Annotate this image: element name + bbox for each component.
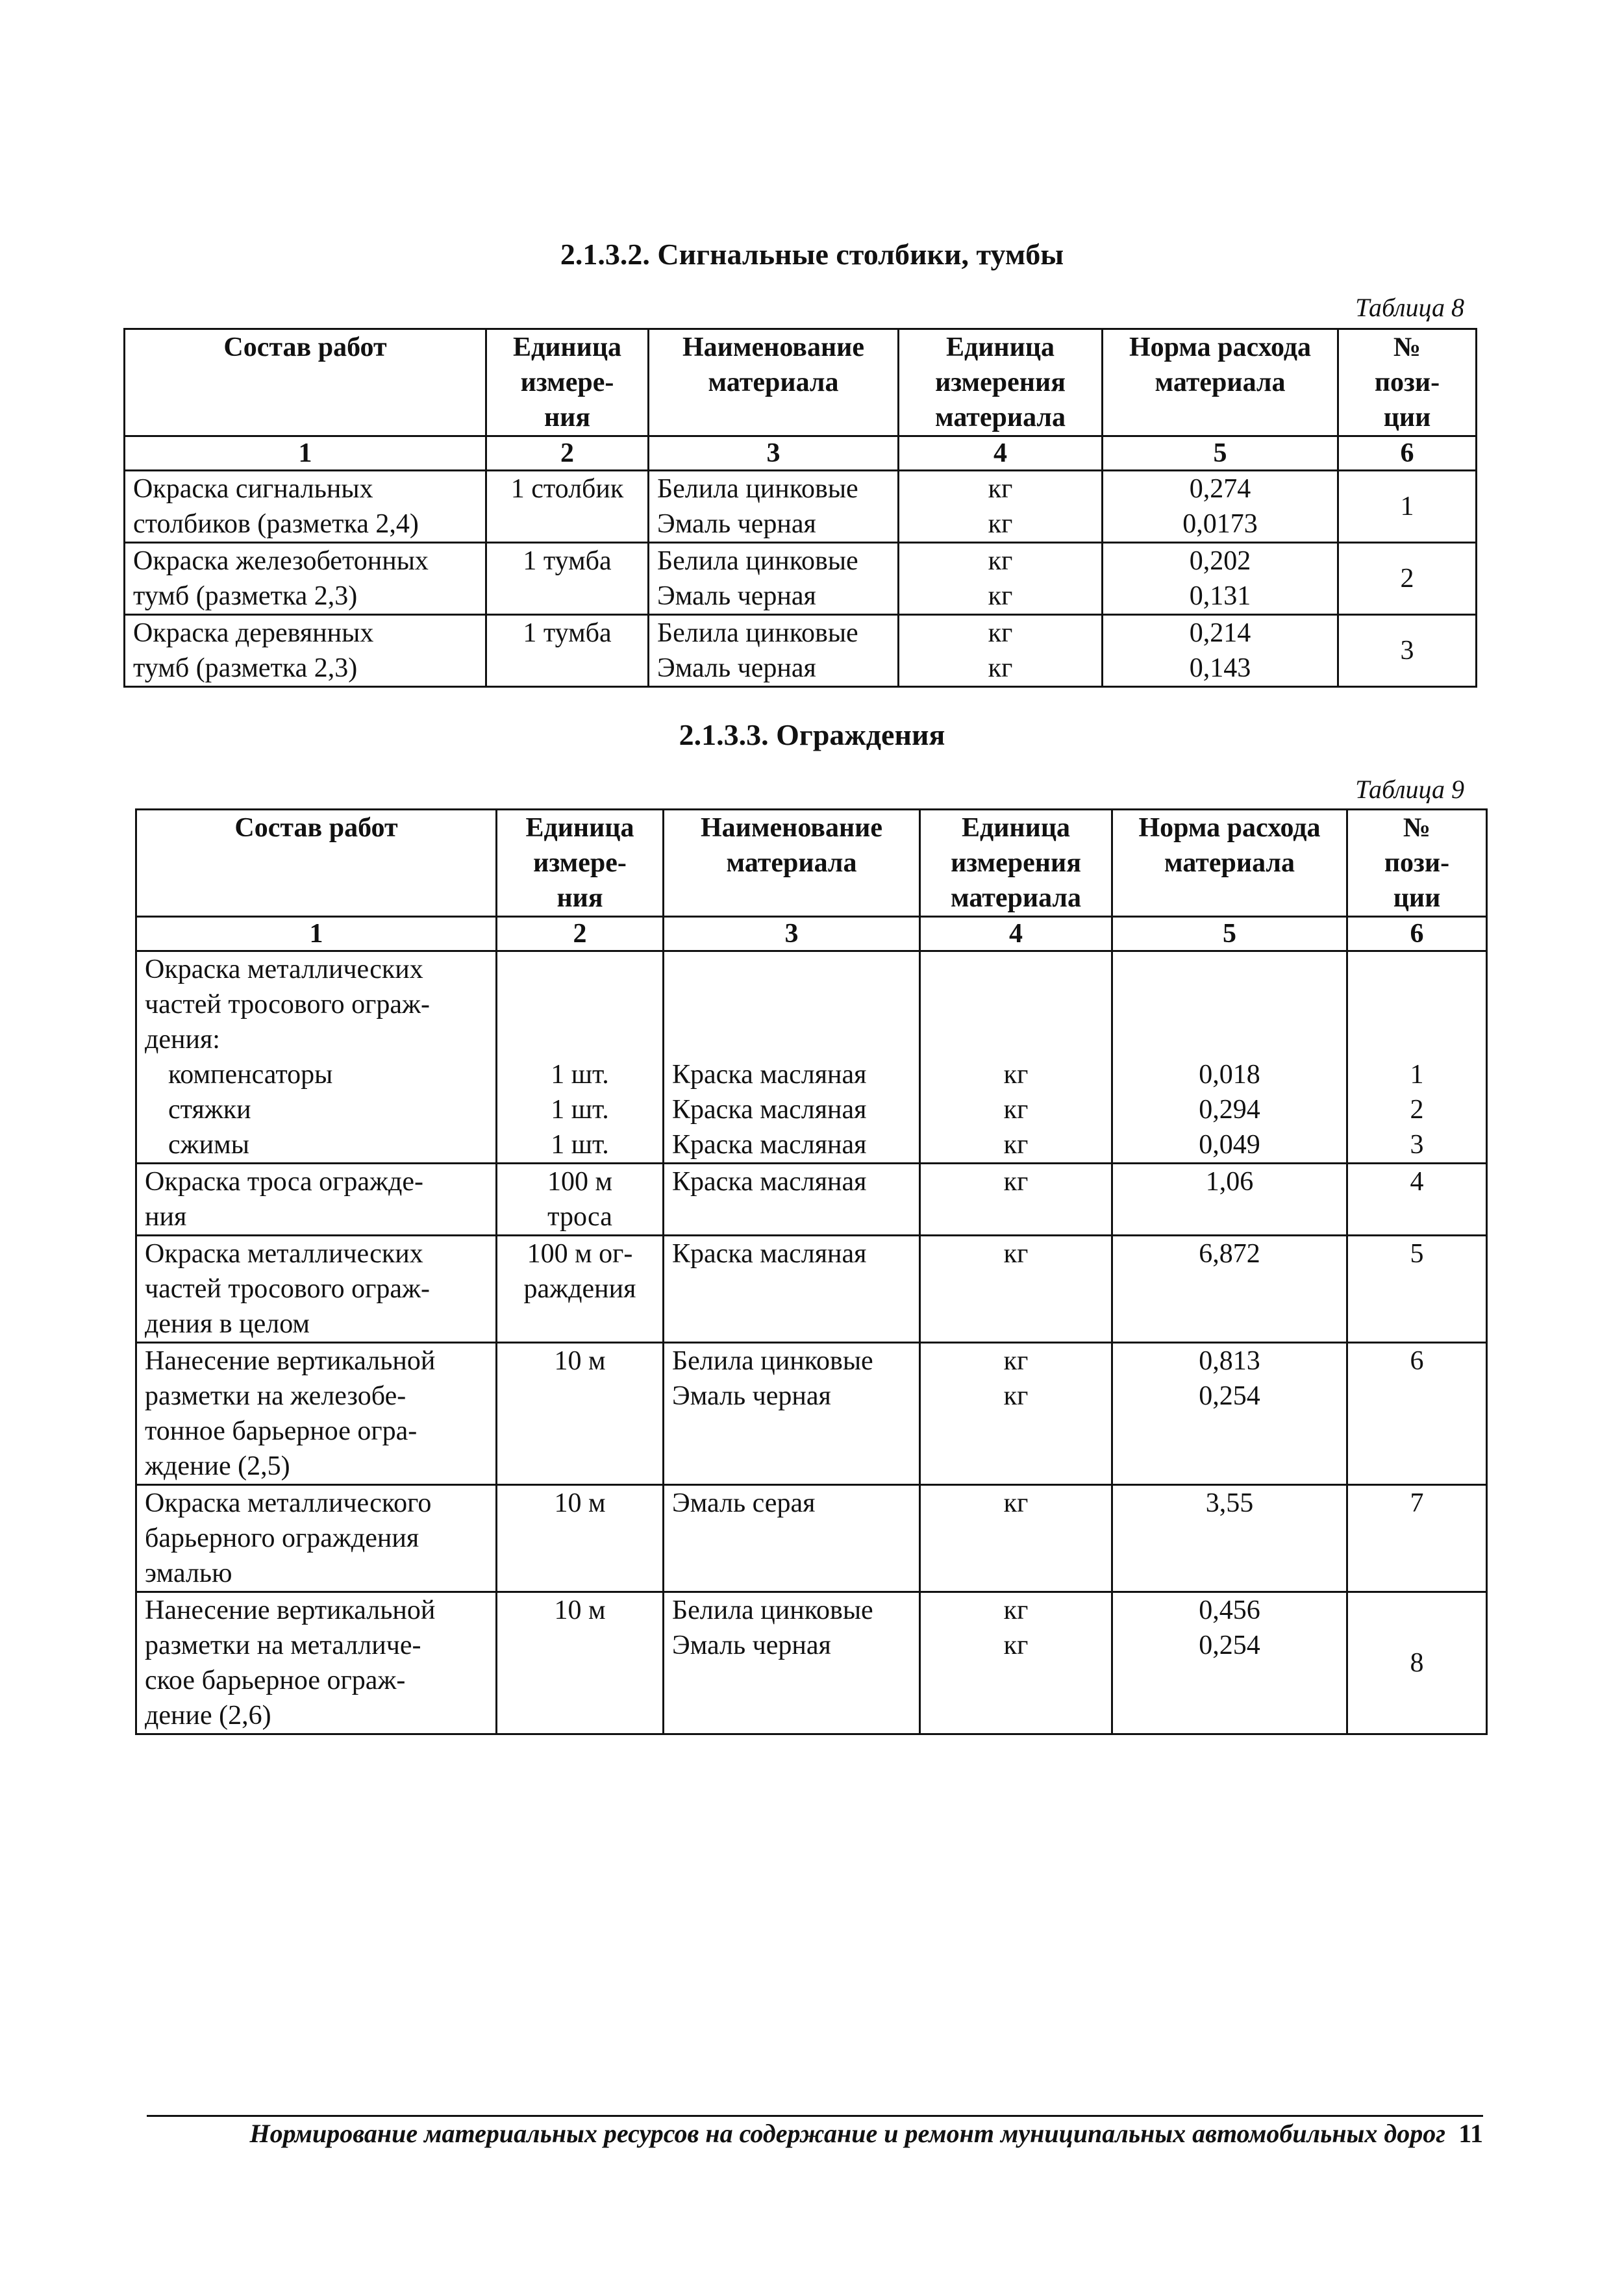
work-cell: Окраска троса огражде- ния [136,1164,497,1236]
col-number: 2 [486,436,649,471]
col-number: 4 [899,436,1103,471]
table-9 [135,808,1488,1735]
table-row [136,1236,1487,1343]
col-number: 3 [649,436,899,471]
position-cell: 6 [1347,1343,1487,1485]
work-cell: Окраска деревянных тумб (разметка 2,3) [125,615,486,687]
header-material-unit: Единица измерения материала [899,329,1103,436]
table-row [136,1592,1487,1734]
material-cell: Краска масляная Краска масляная Краска масляная [664,951,920,1164]
material-unit-cell: кг [920,1236,1112,1343]
work-cell: Окраска металлического барьерного ограждения эмалью [136,1485,497,1592]
material-cell: Белила цинковые Эмаль черная [649,471,899,543]
unit-cell: 1 тумба [486,543,649,615]
unit-cell: 10 м [497,1343,664,1485]
table-row [125,471,1477,543]
col-number: 5 [1103,436,1338,471]
position-cell: 4 [1347,1164,1487,1236]
norm-cell: 0,214 0,143 [1103,615,1338,687]
header-material: Наименование материала [649,329,899,436]
unit-cell: 1 шт. 1 шт. 1 шт. [497,951,664,1164]
header-position: № пози- ции [1338,329,1477,436]
material-unit-cell: кг [920,1485,1112,1592]
material-cell: Белила цинковые Эмаль черная [664,1343,920,1485]
unit-cell: 100 м троса [497,1164,664,1236]
material-unit-cell: кг кг кг [920,951,1112,1164]
table-row [125,615,1477,687]
page-number: 11 [1458,2119,1483,2148]
work-cell: Окраска металлических частей тросового ограж- дения: компенсаторы стяжки сжимы [136,951,497,1164]
footer-title: Нормирование материальных ресурсов на содержание и ремонт муниципальных автомобильных дорог [249,2119,1445,2148]
col-number: 5 [1112,917,1347,951]
norm-cell: 0,018 0,294 0,049 [1112,951,1347,1164]
table-row [136,1343,1487,1485]
header-work: Состав работ [125,329,486,436]
material-unit-cell: кг кг [920,1343,1112,1485]
table-caption-8: Таблица 8 [1355,293,1464,322]
material-cell: Краска масляная [664,1236,920,1343]
col-number: 6 [1338,436,1477,471]
footer-divider [147,2115,1483,2117]
unit-cell: 100 м ог- раждения [497,1236,664,1343]
col-number: 6 [1347,917,1487,951]
norm-cell: 1,06 [1112,1164,1347,1236]
unit-cell: 10 м [497,1592,664,1734]
norm-cell: 0,813 0,254 [1112,1343,1347,1485]
header-unit: Единица измере- ния [497,810,664,917]
header-material: Наименование материала [664,810,920,917]
material-unit-cell: кг кг [899,543,1103,615]
col-number: 1 [136,917,497,951]
material-cell: Белила цинковые Эмаль черная [664,1592,920,1734]
position-cell: 5 [1347,1236,1487,1343]
header-norm: Норма расхода материала [1112,810,1347,917]
work-cell: Окраска железобетонных тумб (разметка 2,3) [125,543,486,615]
header-work: Состав работ [136,810,497,917]
material-unit-cell: кг [920,1164,1112,1236]
work-cell: Нанесение вертикальной разметки на металличе- ское барьерное ограж- дение (2,6) [136,1592,497,1734]
norm-cell: 0,456 0,254 [1112,1592,1347,1734]
norm-cell: 6,872 [1112,1236,1347,1343]
col-number: 3 [664,917,920,951]
material-unit-cell: кг кг [920,1592,1112,1734]
work-cell: Окраска металлических частей тросового ограж- дения в целом [136,1236,497,1343]
table-header-row [136,810,1487,917]
column-number-row [136,917,1487,951]
col-number: 4 [920,917,1112,951]
position-cell: 3 [1338,615,1477,687]
position-cell: 8 [1347,1592,1487,1734]
header-norm: Норма расхода материала [1103,329,1338,436]
col-number: 1 [125,436,486,471]
position-cell: 1 2 3 [1347,951,1487,1164]
table-row [136,1164,1487,1236]
header-material-unit: Единица измерения материала [920,810,1112,917]
table-caption-9: Таблица 9 [1355,775,1464,804]
norm-cell: 0,202 0,131 [1103,543,1338,615]
header-unit: Единица измере- ния [486,329,649,436]
table-header-row [125,329,1477,436]
material-cell: Эмаль серая [664,1485,920,1592]
work-cell: Нанесение вертикальной разметки на железобе- тонное барьерное огра- ждение (2,5) [136,1343,497,1485]
material-cell: Белила цинковые Эмаль черная [649,543,899,615]
material-unit-cell: кг кг [899,471,1103,543]
position-cell: 2 [1338,543,1477,615]
table-8 [123,328,1477,688]
position-cell: 7 [1347,1485,1487,1592]
column-number-row [125,436,1477,471]
material-cell: Краска масляная [664,1164,920,1236]
norm-cell: 3,55 [1112,1485,1347,1592]
position-cell: 1 [1338,471,1477,543]
section-title-signal-posts: 2.1.3.2. Сигнальные столбики, тумбы [560,238,1064,271]
col-number: 2 [497,917,664,951]
unit-cell: 10 м [497,1485,664,1592]
norm-cell: 0,274 0,0173 [1103,471,1338,543]
work-cell: Окраска сигнальных столбиков (разметка 2,4) [125,471,486,543]
table-row [125,543,1477,615]
material-unit-cell: кг кг [899,615,1103,687]
table-row [136,1485,1487,1592]
table-row [136,951,1487,1164]
header-position: № пози- ции [1347,810,1487,917]
unit-cell: 1 столбик [486,471,649,543]
material-cell: Белила цинковые Эмаль черная [649,615,899,687]
section-title-barriers: 2.1.3.3. Ограждения [679,718,945,751]
unit-cell: 1 тумба [486,615,649,687]
